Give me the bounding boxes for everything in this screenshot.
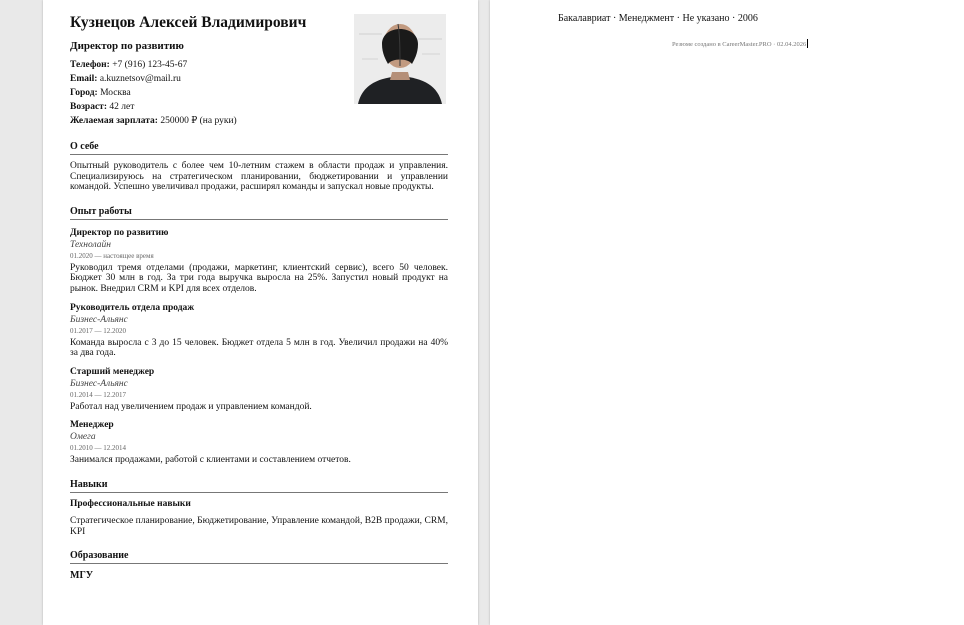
job-title: Руководитель отдела продаж <box>70 302 195 313</box>
job-entry <box>70 420 448 466</box>
skills-text: Стратегическое планирование, Бюджетирование, Управление командой, B2B продажи, CRM, KPI <box>70 515 448 537</box>
job-description: Руководил тремя отделами (продажи, маркетинг, клиентский сервис), всего 50 человек. Бюджет 30 млн в год. За три года выручка выросла на 25%. Запустил новый продукт на рынок. Внедрил CRM и KPI для всех отделов. <box>70 262 448 294</box>
job-company: Бизнес-Альянс <box>70 314 128 325</box>
resume-page-2 <box>490 0 964 625</box>
about-text: Опытный руководитель с более чем 10-летним стажем в области продаж и управления. Специализируюсь на стратегическом планировании, бюджетировании и управлении командой. Успешно увеличивал продажи, расширял команды и запускал новые продукты. <box>70 161 448 193</box>
job-title: Менеджер <box>70 420 114 431</box>
job-dates: 01.2017 — 12.2020 <box>70 326 126 335</box>
job-company: Бизнес-Альянс <box>70 378 128 389</box>
education-title: Образование <box>70 549 448 564</box>
contact-salary: Желаемая зарплата: 250000 ₽ (на руки) <box>70 116 237 126</box>
about-title: О себе <box>70 140 448 155</box>
text-cursor <box>807 39 808 48</box>
skills-title: Навыки <box>70 478 448 493</box>
job-description: Занимался продажами, работой с клиентами и составлением отчетов. <box>70 455 351 466</box>
education-details: Бакалавриат · Менеджмент · Не указано · 2006 <box>558 13 758 24</box>
contact-age: Возраст: 42 лет <box>70 102 135 112</box>
education-institution: МГУ <box>70 570 94 582</box>
contact-email: Email: a.kuznetsov@mail.ru <box>70 74 181 84</box>
job-entry <box>70 303 448 359</box>
job-description: Работал над увеличением продаж и управлением командой. <box>70 401 312 412</box>
candidate-name: Кузнецов Алексей Владимирович <box>70 14 307 31</box>
job-title: Директор по развитию <box>70 227 169 238</box>
job-dates: 01.2014 — 12.2017 <box>70 390 126 399</box>
job-title: Старший менеджер <box>70 366 155 377</box>
job-company: Омега <box>70 432 96 443</box>
education-section <box>70 549 448 582</box>
candidate-position: Директор по развитию <box>70 40 184 52</box>
job-entry <box>70 367 448 413</box>
contact-phone: Телефон: +7 (916) 123-45-67 <box>70 60 188 70</box>
about-section <box>70 140 448 193</box>
job-description: Команда выросла с 3 до 15 человек. Бюджет отдела 5 млн в год. Увеличил продажи на 40% за два года. <box>70 337 448 359</box>
job-company: Технолайн <box>70 239 111 250</box>
contact-city: Город: Москва <box>70 88 131 98</box>
job-dates: 01.2010 — 12.2014 <box>70 444 126 453</box>
footer-note: Резюме создано в CareerMaster.PRO · 02.04.2026 <box>672 41 807 48</box>
experience-title: Опыт работы <box>70 205 448 220</box>
job-dates: 01.2020 — настоящее время <box>70 251 154 260</box>
resume-page-1 <box>43 0 478 625</box>
person-photo-icon <box>354 14 446 104</box>
job-entry <box>70 228 448 295</box>
skills-subtitle: Профессиональные навыки <box>70 498 191 509</box>
skills-section <box>70 478 448 537</box>
experience-section <box>70 205 448 466</box>
